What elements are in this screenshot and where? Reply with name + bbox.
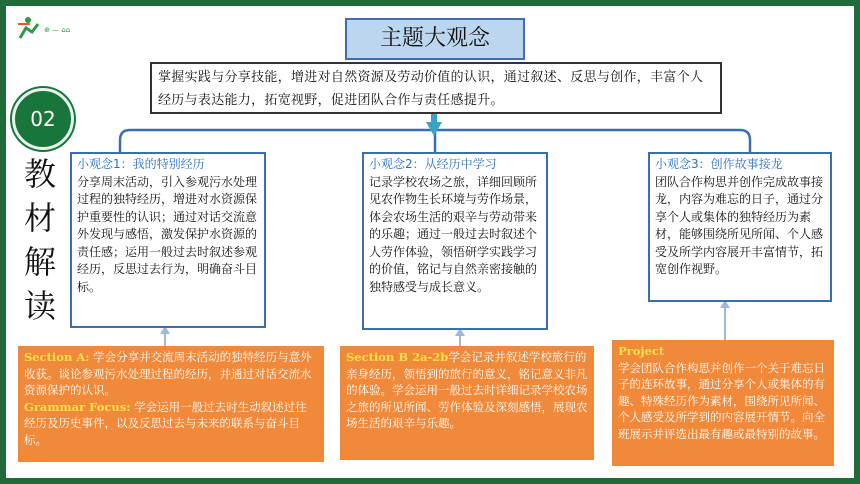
vertical-label — [20, 152, 60, 328]
sub-concept-body: 记录学校农场之旅，详细回顾所见农作物生长环境与劳作场景，体会农场生活的艰辛与劳动带来的乐趣；通过一般过去时叙述个人劳作体验，领悟研学实践学习的价值，铭记与自然亲密接触的独特感受与成长意义。 — [369, 174, 538, 294]
topic-title: 主题大观念 — [345, 18, 525, 60]
section-text: 学会运用一般过去时生动叙述过往经历及历史事件，以及反思过去与未来的联系与奋斗目标。 — [24, 399, 307, 447]
section-box-1 — [18, 346, 324, 462]
section-label: Project — [618, 344, 665, 358]
sub-concept-title: 小观念3：创作故事接龙 — [655, 157, 783, 171]
vertical-char: 材 — [23, 199, 56, 237]
vertical-char: 解 — [23, 243, 56, 281]
vertical-char: 教 — [23, 155, 56, 193]
sub-concept-1 — [70, 152, 266, 328]
section-label: Section A: — [24, 350, 90, 364]
section-text: 学会团队合作构思并创作一个关于难忘日子的连环故事，通过分享个人或集体的有趣、特殊经历作为素材，围绕所见所闻、个人感受及所学到的内容展开情节。向全班展示并评选出最有趣或最特别的故事。 — [618, 360, 825, 441]
vertical-char: 读 — [23, 287, 56, 325]
sub-concept-title: 小观念2：从经历中学习 — [369, 157, 497, 171]
down-arrow-icon — [426, 122, 442, 136]
section-label: Grammar Focus: — [24, 399, 131, 414]
sub-concept-title: 小观念1：我的特别经历 — [77, 157, 205, 171]
section-label: Section B 2a-2b — [346, 350, 449, 364]
sub-concept-2 — [362, 152, 548, 330]
section-number-badge: 02 — [12, 88, 74, 150]
section-box-3 — [612, 340, 834, 466]
section-box-2 — [340, 346, 594, 460]
main-statement: 掌握实践与分享技能，增进对自然资源及劳动价值的认识，通过叙述、反思与创作，丰富个人经历与表达能力，拓宽视野，促进团队合作与责任感提升。 — [150, 62, 722, 114]
section-text: 学会记录并叙述学校旅行的亲身经历，领悟到的旅行的意义，铭记意义非凡的体验。学会运用一般过去时详细记录学校农场之旅的所见所闻、劳作体验及深刻感悟，展现农场生活的艰辛与乐趣。 — [346, 350, 588, 430]
sub-concept-3 — [648, 152, 832, 302]
sub-concept-body: 团队合作构思并创作完成故事接龙，内容为难忘的日子，通过分享个人或集体的独特经历为素材，能够围绕所见所闻、个人感受及所学内容展开丰富情节，拓宽创作视野。 — [655, 174, 824, 276]
svg-text:⊕ — ⌂⌂: ⊕ — ⌂⌂ — [44, 26, 71, 34]
section-text: 学会分享并交流周末活动的独特经历与意外收获。谈论参观污水处理过程的经历，并通过对话交流水资源保护的认识。 — [24, 350, 312, 397]
sub-concept-body: 分享周末活动，引入参观污水处理过程的独特经历，增进对水资源保护重要性的认识；通过对话交流意外发现与感悟，激发保护水资源的责任感；运用一般过去时叙述参观经历，反思过去行为，明确奋斗目标。 — [77, 174, 258, 294]
